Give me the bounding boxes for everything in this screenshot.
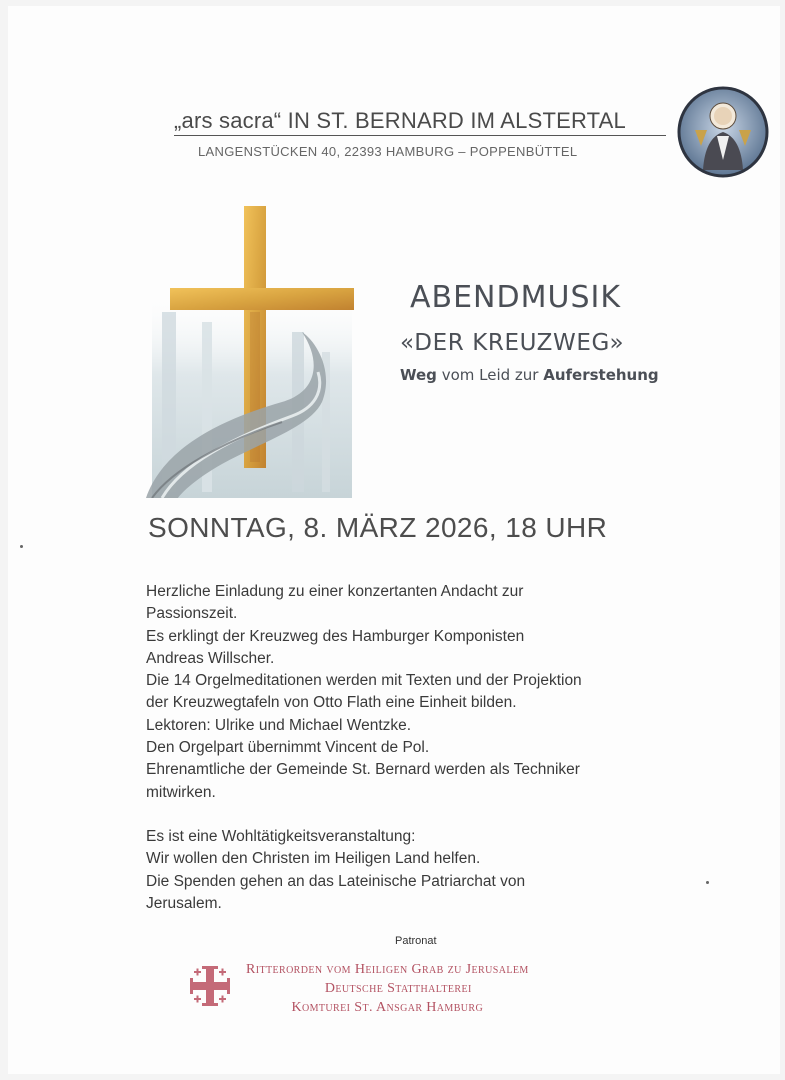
event-tagline (400, 366, 659, 384)
header-title: „ars sacra“ IN ST. BERNARD IM ALSTERTAL (174, 108, 666, 136)
header-address: LANGENSTÜCKEN 40, 22393 HAMBURG – POPPENBÜTTEL (198, 144, 578, 159)
paragraph-gap (146, 804, 746, 826)
invitation-text (146, 581, 746, 915)
tagline-auferstehung: Auferstehung (543, 366, 659, 384)
body-line: Es erklingt der Kreuzweg des Hamburger Komponisten (146, 627, 525, 645)
saint-medallion-icon (677, 86, 769, 178)
order-name-block (246, 960, 529, 1017)
body-line: Den Orgelpart übernimmt Vincent de Pol. (146, 739, 430, 757)
body-line: Herzliche Einladung zu einer konzertanten Andacht zur (146, 583, 524, 600)
event-subtitle: «DER KREUZWEG» (400, 330, 625, 356)
body-line: mitwirken. (146, 783, 216, 801)
body-line: Jerusalem. (146, 894, 222, 912)
body-line: Ehrenamtliche der Gemeinde St. Bernard werden als Techniker (146, 761, 580, 779)
scan-speck (706, 881, 709, 884)
golden-cross-artwork (142, 202, 362, 498)
jerusalem-cross-icon (188, 962, 232, 1010)
body-line: Andreas Willscher. (146, 649, 275, 667)
body-line: Es ist eine Wohltätigkeitsveranstaltung: (146, 827, 416, 845)
event-heading: ABENDMUSIK (410, 280, 622, 315)
body-line: Passionszeit. (146, 605, 238, 623)
order-line-3: Komturei St. Ansgar Hamburg (291, 1000, 484, 1015)
event-date: SONNTAG, 8. MÄRZ 2026, 18 UHR (148, 512, 608, 543)
body-line: Wir wollen den Christen im Heiligen Land helfen. (146, 850, 481, 868)
tagline-weg: Weg (400, 366, 437, 384)
order-line-2: Deutsche Statthalterei (324, 981, 472, 996)
patronat-label: Patronat (395, 935, 437, 947)
body-line: Die 14 Orgelmeditationen werden mit Texten und der Projektion (146, 672, 582, 690)
body-line: der Kreuzwegtafeln von Otto Flath eine Einheit bilden. (146, 694, 517, 712)
tagline-middle: vom Leid zur (436, 366, 544, 384)
body-line: Lektoren: Ulrike und Michael Wentzke. (146, 716, 412, 734)
body-line: Die Spenden gehen an das Lateinische Patriarchat von (146, 872, 526, 890)
order-line-1: Ritterorden vom Heiligen Grab zu Jerusalem (246, 962, 529, 977)
scan-speck (20, 545, 23, 548)
